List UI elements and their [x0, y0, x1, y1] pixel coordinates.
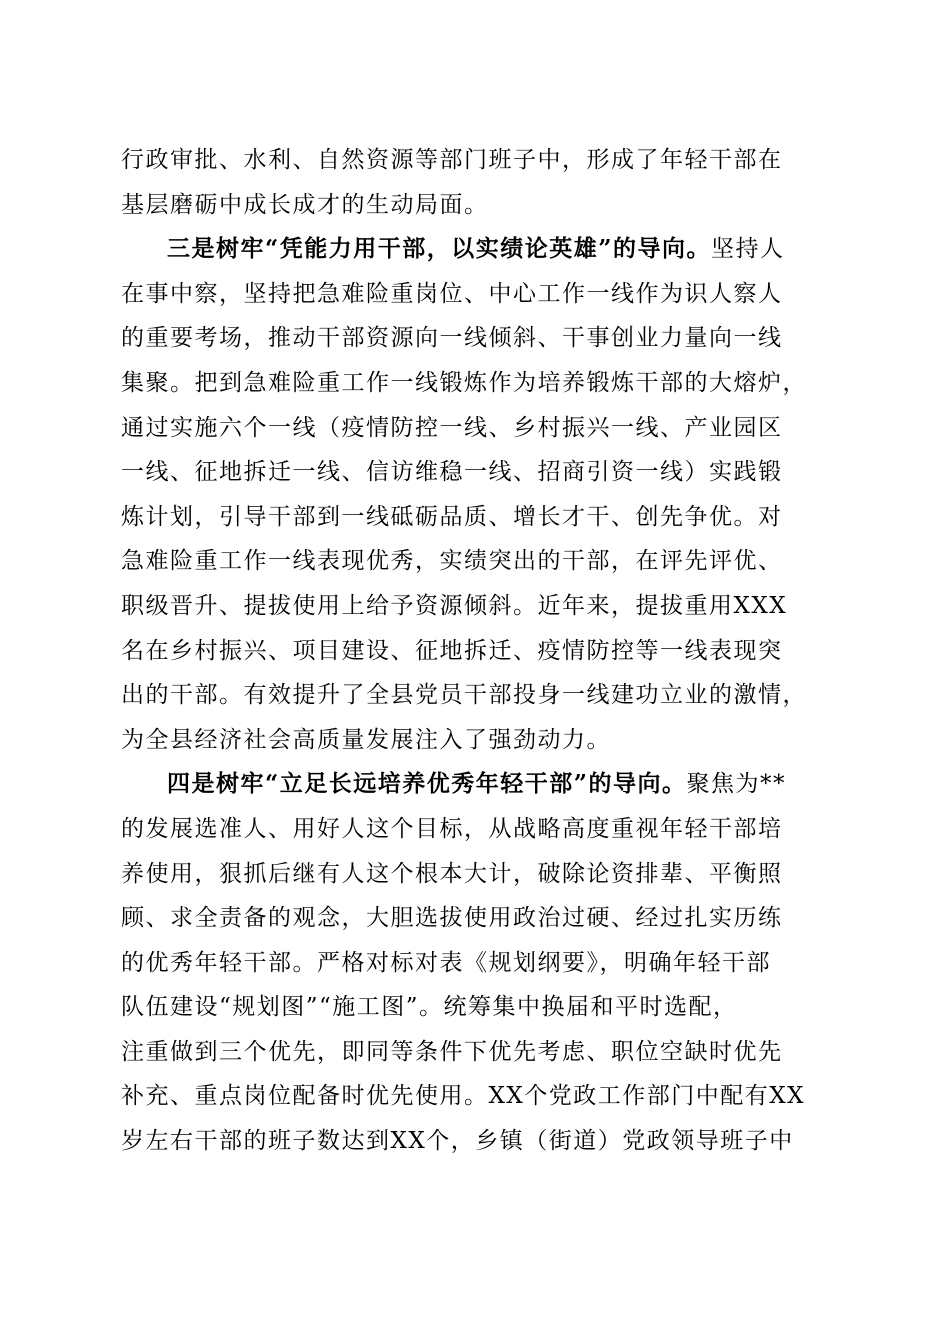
paragraph-four [121, 762, 833, 1163]
paragraph-first-line [121, 227, 833, 272]
text-line: 集聚。把到急难险重工作一线锻炼作为培养锻炼干部的大熔炉， [121, 369, 807, 396]
text-line: 名在乡村振兴、项目建设、征地拆迁、疫情防控等一线表现突 [121, 637, 783, 664]
paragraph-three [121, 227, 833, 762]
text-line: 岁左右干部的班子数达到XX个，乡镇（街道）党政领导班子中 [121, 1128, 794, 1155]
text-run: 坚持人 [710, 236, 785, 263]
document-body [121, 138, 833, 1164]
paragraph-heading: 三是树牢“凭能力用干部，以实绩论英雄”的导向。 [167, 235, 711, 263]
text-line: 为全县经济社会高质量发展注入了强劲动力。 [121, 726, 611, 753]
paragraph-heading: 四是树牢“立足长远培养优秀年轻干部”的导向。 [167, 770, 687, 798]
text-line: 在事中察，坚持把急难险重岗位、中心工作一线作为识人察人 [121, 280, 783, 307]
text-line: 一线、征地拆迁一线、信访维稳一线、招商引资一线）实践锻 [121, 459, 783, 486]
text-line: 养使用，狠抓后继有人这个根本大计，破除论资排辈、平衡照 [121, 860, 783, 887]
text-line: 的优秀年轻干部。严格对标对表《规划纲要》，明确年轻干部 [121, 949, 771, 976]
text-line: 基层磨砺中成长成才的生动局面。 [121, 191, 489, 218]
text-line: 的重要考场，推动干部资源向一线倾斜、干事创业力量向一线 [121, 325, 783, 352]
paragraph-first-line [121, 762, 833, 807]
text-line: 职级晋升、提拔使用上给予资源倾斜。近年来，提拔重用XXX [121, 592, 788, 619]
text-line: 行政审批、水利、自然资源等部门班子中，形成了年轻干部在 [121, 147, 783, 173]
text-line: 炼计划，引导干部到一线砥砺品质、增长才干、创先争优。对 [121, 503, 783, 530]
text-line: 出的干部。有效提升了全县党员干部投身一线建功立业的激情， [121, 682, 807, 709]
text-line: 补充、重点岗位配备时优先使用。XX个党政工作部门中配有XX [121, 1083, 805, 1110]
text-line: 顾、求全责备的观念，大胆选拔使用政治过硬、经过扎实历练 [121, 905, 783, 932]
paragraph-continuation [121, 138, 833, 227]
text-line: 通过实施六个一线（疫情防控一线、乡村振兴一线、产业园区 [121, 414, 783, 441]
text-line: 注重做到三个优先，即同等条件下优先考虑、职位空缺时优先 [121, 1038, 783, 1065]
text-line: 队伍建设“规划图”“施工图”。统筹集中换届和平时选配， [121, 994, 738, 1021]
text-line: 的发展选准人、用好人这个目标，从战略高度重视年轻干部培 [121, 815, 783, 842]
text-line: 急难险重工作一线表现优秀，实绩突出的干部，在评先评优、 [121, 548, 783, 575]
text-run: 聚焦为** [686, 771, 786, 798]
